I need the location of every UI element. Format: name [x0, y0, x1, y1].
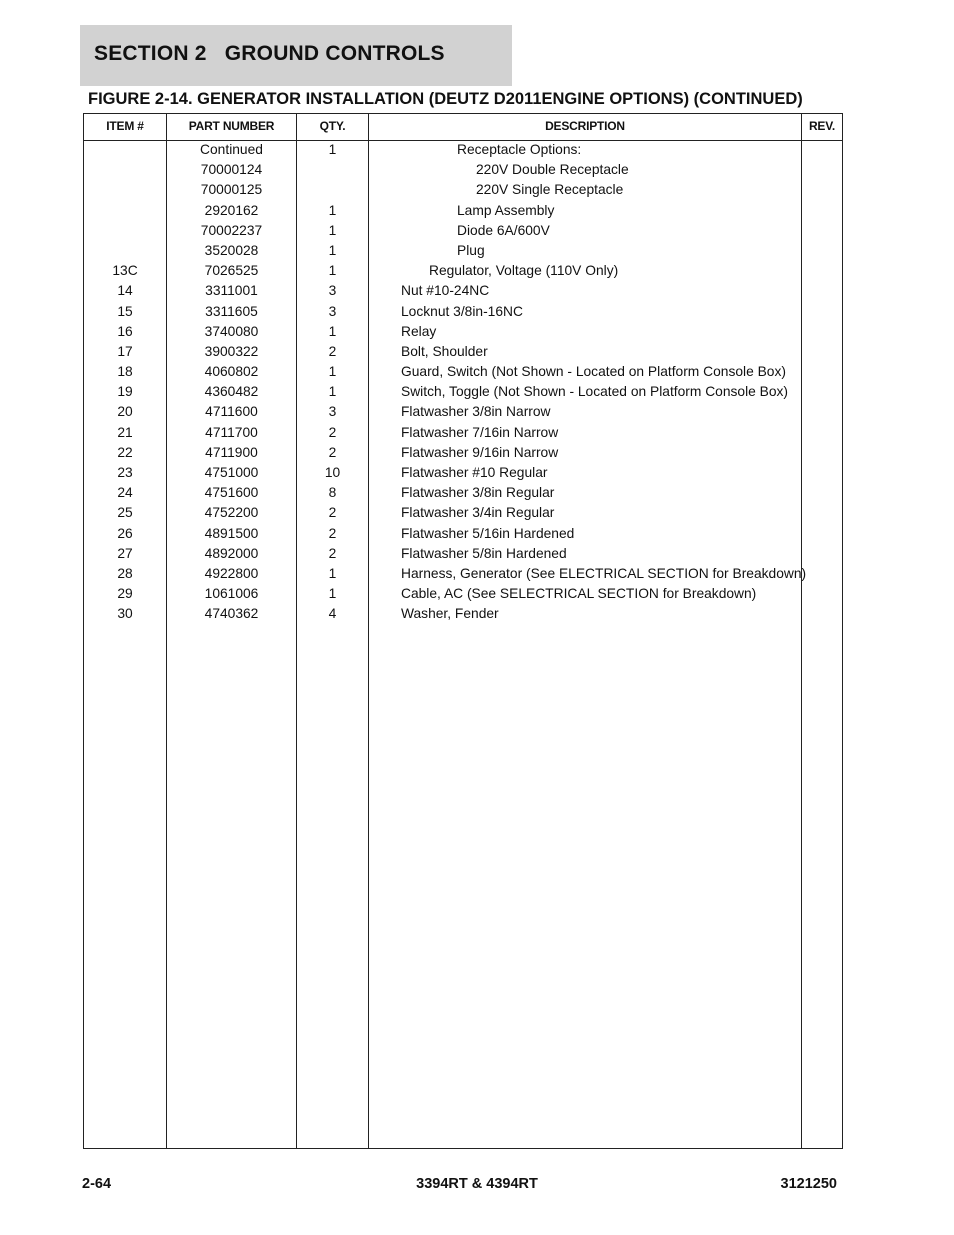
quantity: 1	[328, 263, 337, 279]
description: Relay	[401, 323, 437, 339]
description: Flatwasher 3/8in Regular	[401, 485, 555, 501]
table-row	[84, 161, 842, 181]
item-number: 15	[117, 303, 133, 319]
part-number: 4751600	[204, 485, 259, 501]
table-row	[84, 464, 842, 484]
item-number: 23	[117, 465, 133, 480]
section-title: SECTION 2 GROUND CONTROLS	[94, 42, 445, 65]
description: Flatwasher 3/4in Regular	[401, 505, 555, 521]
quantity: 3	[328, 303, 337, 319]
item-number: 14	[117, 283, 133, 299]
quantity: 2	[328, 424, 337, 440]
quantity: 4	[328, 606, 337, 622]
item-number: 13C	[112, 263, 138, 279]
quantity: 2	[328, 525, 337, 541]
quantity: 3	[328, 283, 337, 299]
figure-title: FIGURE 2-14. GENERATOR INSTALLATION (DEUTZ D2011ENGINE OPTIONS) (CONTINUED)	[88, 90, 803, 108]
quantity: 1	[328, 222, 337, 238]
description: Receptacle Options:	[457, 142, 582, 157]
table-row	[84, 585, 842, 605]
description: Regulator, Voltage (110V Only)	[429, 263, 619, 279]
header-description: DESCRIPTION	[545, 119, 625, 133]
table-row	[84, 383, 842, 403]
description: Nut #10-24NC	[401, 283, 490, 299]
quantity: 8	[328, 485, 337, 501]
quantity: 2	[328, 444, 337, 460]
section-banner	[80, 25, 512, 86]
table-row	[84, 141, 842, 161]
part-number: 70000124	[200, 162, 263, 178]
table-row	[84, 222, 842, 242]
description: Lamp Assembly	[457, 202, 555, 218]
part-number: 2920162	[204, 202, 259, 218]
quantity: 2	[328, 343, 337, 359]
table-header	[84, 114, 842, 141]
table-row	[84, 444, 842, 464]
table-row	[84, 202, 842, 222]
page-number: 2-64	[82, 1176, 112, 1192]
item-number: 21	[117, 424, 133, 440]
description: Plug	[457, 242, 485, 258]
header-qty: QTY.	[319, 119, 346, 133]
table-row	[84, 323, 842, 343]
item-number: 29	[117, 586, 133, 602]
description: Flatwasher #10 Regular	[401, 465, 548, 480]
item-number: 17	[117, 343, 133, 359]
quantity: 10	[324, 465, 341, 480]
table-row	[84, 484, 842, 504]
quantity: 1	[328, 384, 337, 400]
table-row	[84, 565, 842, 585]
part-number: 4711600	[205, 404, 258, 420]
table-row	[84, 605, 842, 625]
part-number: 7026525	[204, 263, 259, 279]
item-number: 22	[117, 444, 133, 460]
part-number: 4740362	[204, 606, 259, 622]
part-number: 4752200	[204, 505, 259, 521]
item-number: 25	[117, 505, 133, 521]
item-number: 24	[117, 485, 133, 501]
description: Guard, Switch (Not Shown - Located on Platform Console Box)	[401, 364, 786, 380]
item-number: 26	[117, 525, 133, 541]
table-row	[84, 525, 842, 545]
description: Flatwasher 9/16in Narrow	[401, 444, 559, 460]
header-rev: REV.	[808, 119, 836, 133]
table-row	[84, 181, 842, 201]
description: Washer, Fender	[401, 606, 499, 622]
description: Flatwasher 3/8in Narrow	[401, 404, 551, 420]
quantity: 2	[328, 505, 337, 521]
part-number: 4892000	[204, 545, 259, 561]
table-row	[84, 262, 842, 282]
part-number: 4711700	[205, 424, 258, 440]
table-row	[84, 303, 842, 323]
description: 220V Single Receptacle	[476, 182, 624, 198]
description: Bolt, Shoulder	[401, 343, 488, 359]
item-number: 18	[117, 364, 133, 380]
part-number: 1061006	[204, 586, 259, 602]
quantity: 1	[328, 242, 337, 258]
part-number: 70000125	[200, 182, 263, 198]
header-part-number: PART NUMBER	[188, 119, 275, 133]
description: Switch, Toggle (Not Shown - Located on Platform Console Box)	[401, 384, 789, 400]
part-number: 3740080	[204, 323, 259, 339]
quantity: 1	[328, 323, 337, 339]
part-number: 4891500	[204, 525, 259, 541]
description: Diode 6A/600V	[457, 222, 550, 238]
item-number: 28	[117, 565, 133, 581]
item-number: 19	[117, 384, 133, 400]
table-row	[84, 545, 842, 565]
part-number: 4711900	[205, 444, 258, 460]
part-number: Continued	[200, 142, 263, 157]
part-number: 3311605	[205, 303, 258, 319]
table-row	[84, 343, 842, 363]
item-number: 27	[117, 545, 133, 561]
part-number: 4751000	[204, 465, 259, 480]
item-number: 20	[117, 404, 133, 420]
parts-table	[83, 113, 843, 1149]
quantity: 1	[328, 142, 337, 157]
document-number: 3121250	[780, 1176, 837, 1192]
table-row	[84, 424, 842, 444]
item-number: 16	[117, 323, 133, 339]
model-name: 3394RT & 4394RT	[416, 1176, 538, 1192]
table-row	[84, 242, 842, 262]
part-number: 4060802	[204, 364, 259, 380]
part-number: 4922800	[204, 565, 259, 581]
part-number: 4360482	[204, 384, 259, 400]
part-number: 3520028	[204, 242, 259, 258]
quantity: 3	[328, 404, 337, 420]
part-number: 3900322	[204, 343, 259, 359]
description: Harness, Generator (See ELECTRICAL SECTION for Breakdown)	[401, 565, 807, 581]
item-number: 30	[117, 606, 133, 622]
description: Flatwasher 5/8in Hardened	[401, 545, 567, 561]
quantity: 2	[328, 545, 337, 561]
table-row	[84, 363, 842, 383]
part-number: 70002237	[200, 222, 263, 238]
description: 220V Double Receptacle	[476, 162, 629, 178]
description: Locknut 3/8in-16NC	[401, 303, 523, 319]
description: Flatwasher 7/16in Narrow	[401, 424, 559, 440]
quantity: 1	[328, 565, 337, 581]
quantity: 1	[328, 586, 337, 602]
description: Flatwasher 5/16in Hardened	[401, 525, 575, 541]
table-row	[84, 403, 842, 423]
description: Cable, AC (See SELECTRICAL SECTION for Breakdown)	[401, 586, 757, 602]
header-item: ITEM #	[106, 119, 144, 133]
table-row	[84, 282, 842, 302]
table-body	[84, 141, 842, 626]
quantity: 1	[328, 364, 337, 380]
table-row	[84, 504, 842, 524]
part-number: 3311001	[205, 283, 258, 299]
quantity: 1	[328, 202, 337, 218]
